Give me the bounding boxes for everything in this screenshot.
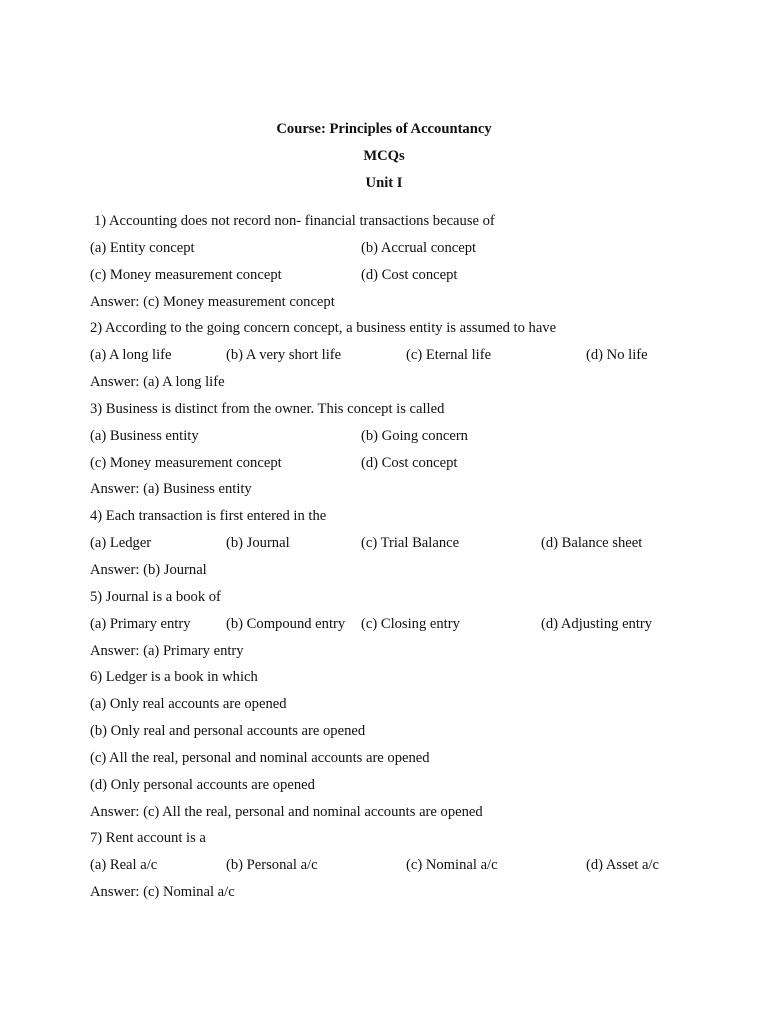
question-text: 1) Accounting does not record non- financial transactions because of [94,213,495,229]
answer-text: Answer: (c) Nominal a/c [90,884,235,901]
question-1 [90,211,730,238]
option-row [90,533,730,560]
document-type-heading: MCQs [363,148,405,164]
option-row [90,238,730,265]
option-b: (b) Going concern [361,427,468,444]
question-list [90,211,730,909]
option-row [90,265,730,292]
option-d: (d) Cost concept [361,454,458,471]
question-3 [90,399,730,426]
option-row [90,694,730,721]
answer-text: Answer: (b) Journal [90,561,207,578]
question-text: 7) Rent account is a [90,830,206,847]
question-text: 4) Each transaction is first entered in the [90,508,327,525]
answer-text: Answer: (a) Primary entry [90,642,244,659]
answer-text: Answer: (c) All the real, personal and nominal accounts are opened [90,803,483,820]
option-c: (c) All the real, personal and nominal accounts are opened [90,749,430,766]
question-5 [90,587,730,614]
option-b: (b) Accrual concept [361,239,477,256]
answer-row [90,560,730,587]
option-a: (a) Ledger [90,535,152,552]
question-4 [90,506,730,533]
answer-row [90,641,730,668]
question-6 [90,667,730,694]
option-b: (b) Compound entry [226,615,346,632]
answer-row [90,479,730,506]
option-d: (d) Adjusting entry [541,615,653,632]
question-7 [90,828,730,855]
option-b: (b) Only real and personal accounts are opened [90,723,366,740]
question-text: 3) Business is distinct from the owner. This concept is called [90,400,445,417]
answer-text: Answer: (a) Business entity [90,481,252,498]
option-a: (a) A long life [90,347,172,364]
question-text: 6) Ledger is a book in which [90,669,258,686]
question-text: 5) Journal is a book of [90,588,221,605]
option-d: (d) Asset a/c [586,857,659,874]
option-row [90,748,730,775]
option-a: (a) Only real accounts are opened [90,696,287,713]
option-row [90,855,730,882]
option-row [90,721,730,748]
option-d: (d) Balance sheet [541,535,643,552]
option-b: (b) Personal a/c [226,857,318,874]
option-c: (c) Trial Balance [361,535,460,552]
option-d: (d) Only personal accounts are opened [90,776,315,793]
course-title: Course: Principles of Accountancy [276,121,492,137]
option-d: (d) No life [586,347,648,364]
answer-row [90,802,730,829]
answer-row [90,292,730,319]
option-row [90,345,730,372]
option-d: (d) Cost concept [361,266,458,283]
option-c: (c) Eternal life [406,347,492,364]
option-c: (c) Nominal a/c [406,857,498,874]
question-text: 2) According to the going concern concept, a business entity is assumed to have [90,320,557,337]
answer-row [90,882,730,909]
option-c: (c) Money measurement concept [90,266,282,283]
option-b: (b) A very short life [226,347,342,364]
option-row [90,426,730,453]
option-row [90,453,730,480]
option-c: (c) Money measurement concept [90,454,282,471]
option-b: (b) Journal [226,535,290,552]
option-a: (a) Primary entry [90,615,191,632]
answer-text: Answer: (a) A long life [90,374,225,391]
question-2 [90,318,730,345]
option-row [90,775,730,802]
option-row [90,614,730,641]
unit-heading: Unit I [365,175,403,191]
answer-text: Answer: (c) Money measurement concept [90,293,335,310]
option-a: (a) Real a/c [90,857,158,874]
option-c: (c) Closing entry [361,615,460,632]
option-a: (a) Entity concept [90,239,195,256]
answer-row [90,372,730,399]
option-a: (a) Business entity [90,427,199,444]
